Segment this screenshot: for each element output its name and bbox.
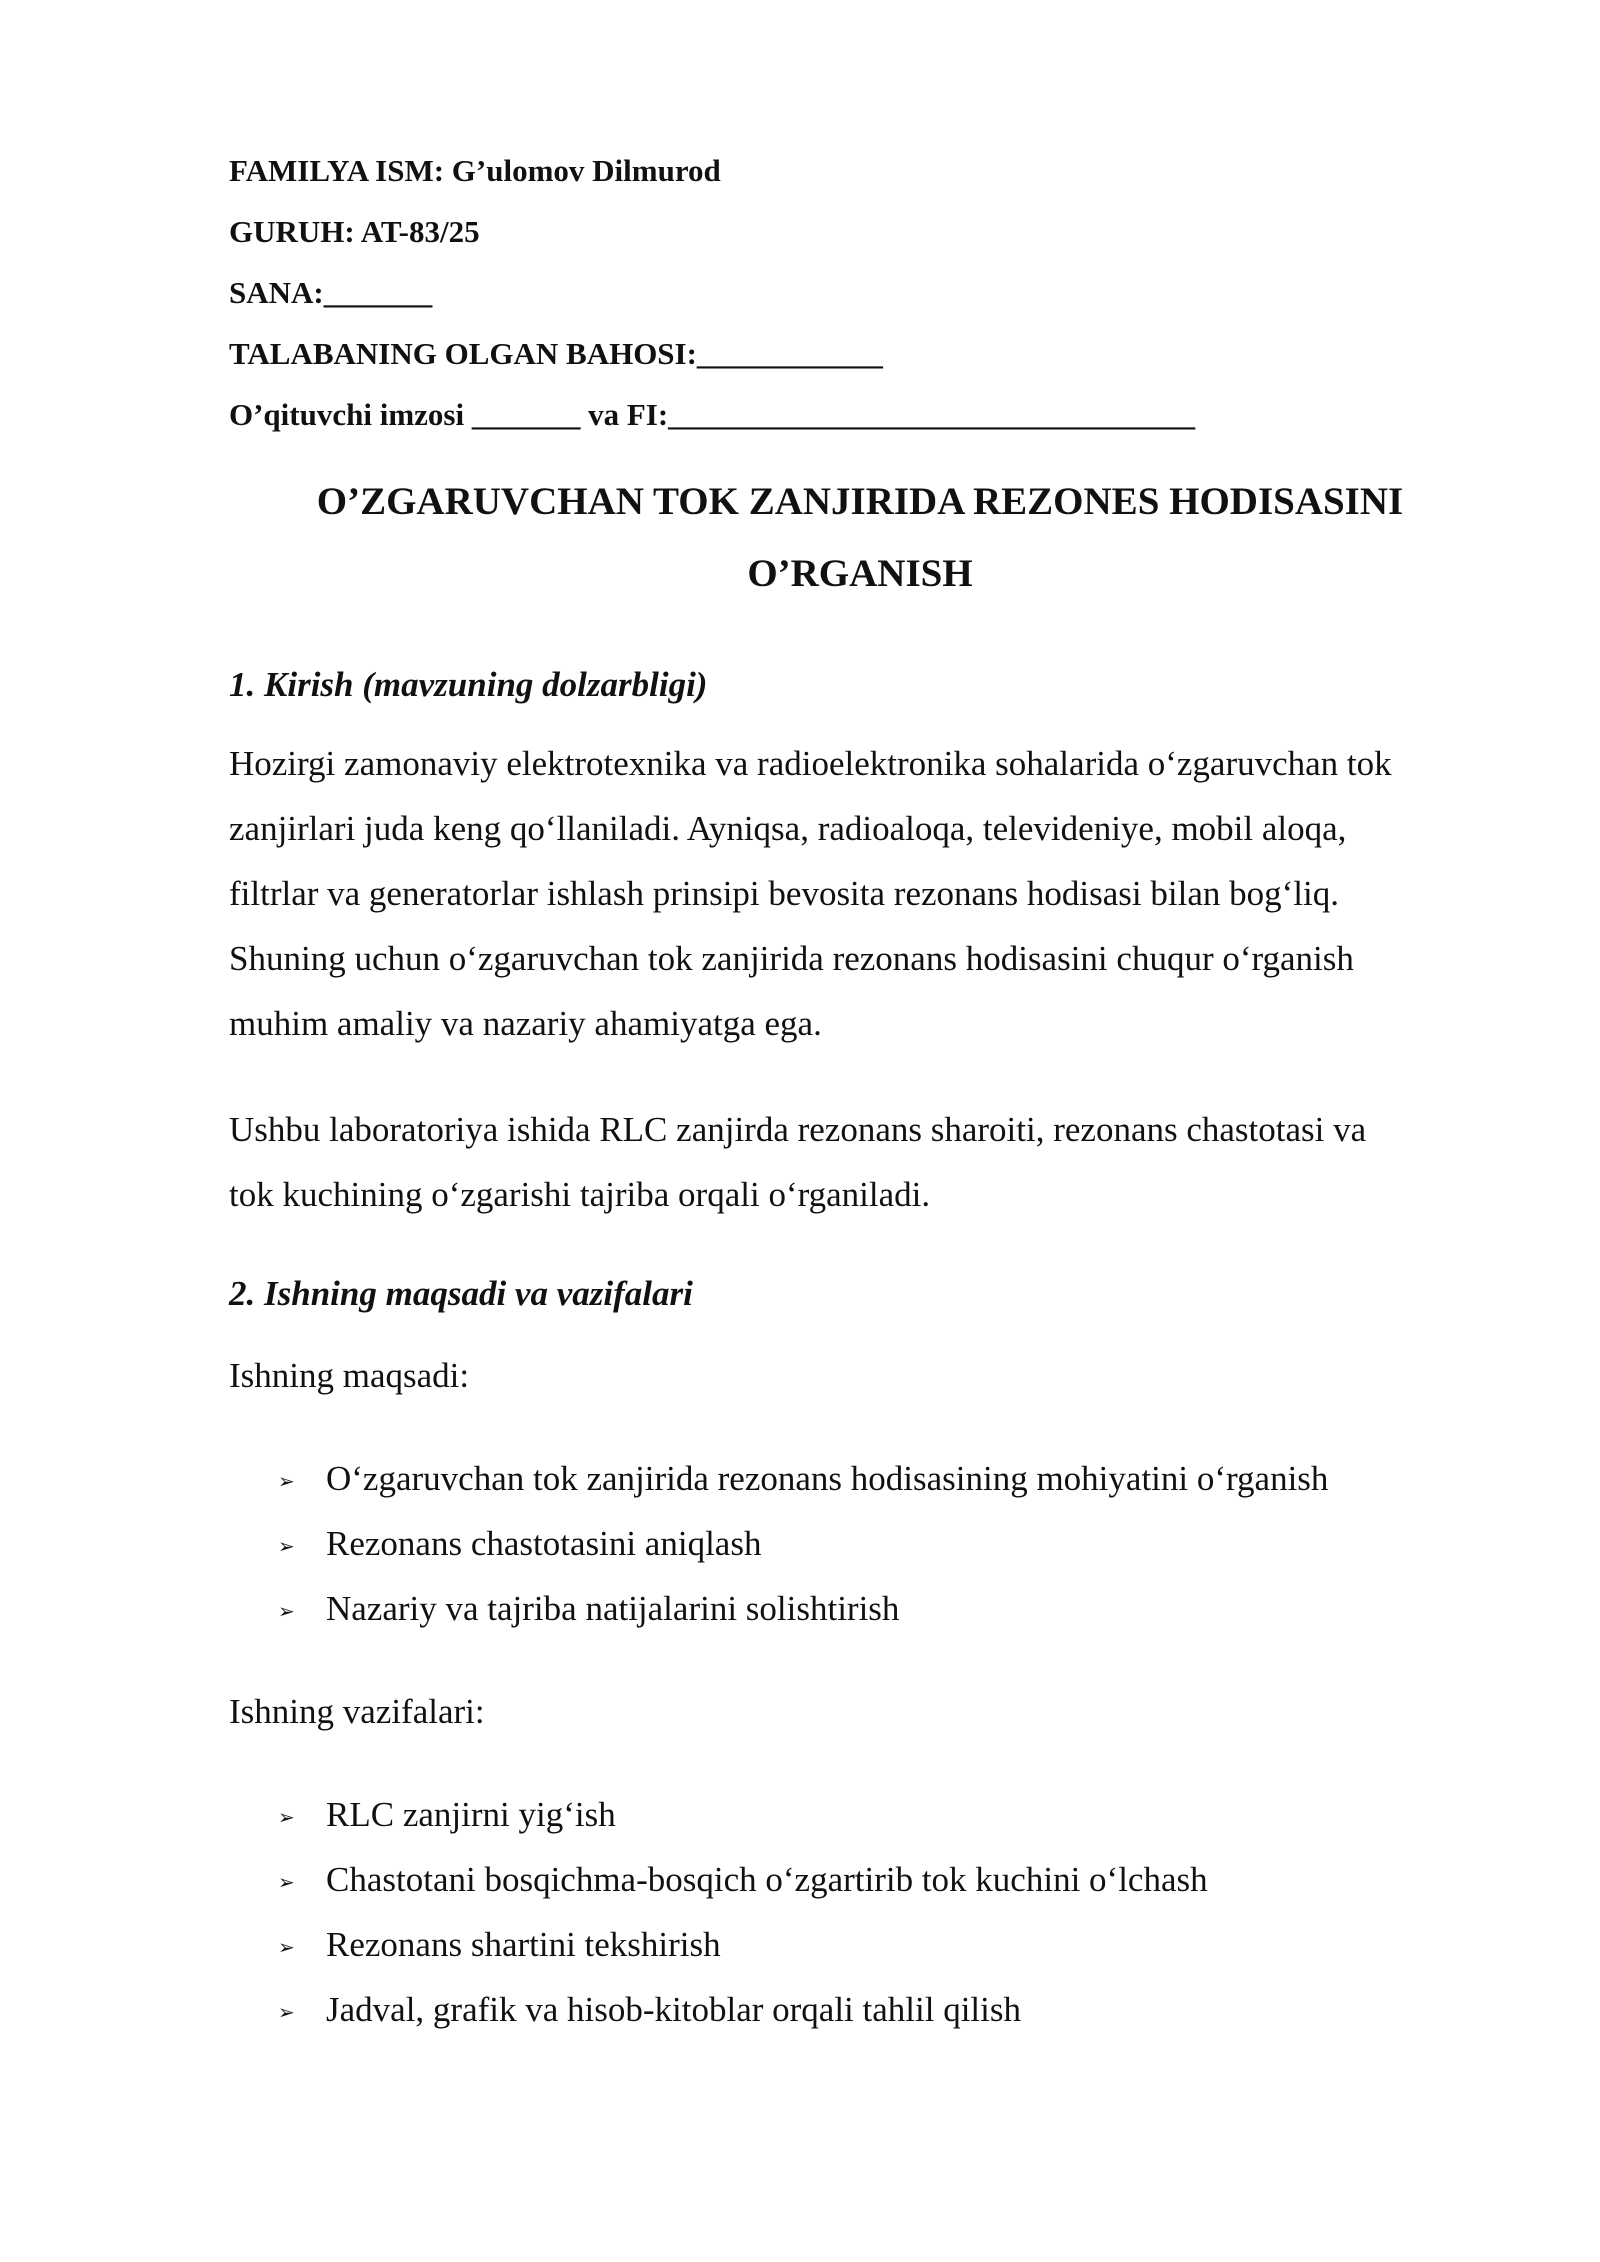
paragraph-line: Hozirgi zamonaviy elektrotexnika va radioelektronika sohalarida o‘zgaruvchan tok	[229, 744, 1392, 783]
section-2-heading: 2. Ishning maqsadi va vazifalari	[229, 1274, 693, 1313]
title-line-2: O’RGANISH	[747, 552, 973, 595]
list-item-text: Rezonans shartini tekshirish	[326, 1925, 721, 1964]
list-item-text: Jadval, grafik va hisob-kitoblar orqali tahlil qilish	[326, 1990, 1021, 2029]
arrowhead-bullet-icon: ➢	[278, 1534, 295, 1558]
list-item-text: Chastotani bosqichma-bosqich o‘zgartirib tok kuchini o‘lchash	[326, 1860, 1208, 1899]
paragraph-line: muhim amaliy va nazariy ahamiyatga ega.	[229, 1004, 822, 1043]
grade-line: TALABANING OLGAN BAHOSI:____________	[229, 336, 883, 371]
group-line: GURUH: AT-83/25	[229, 214, 480, 249]
arrowhead-bullet-icon: ➢	[278, 1870, 295, 1894]
list-item	[278, 1587, 900, 1631]
arrowhead-bullet-icon: ➢	[278, 2000, 295, 2024]
goals-label: Ishning maqsadi:	[229, 1356, 470, 1395]
list-item	[278, 1858, 1208, 1902]
arrowhead-bullet-icon: ➢	[278, 1469, 295, 1493]
tasks-label: Ishning vazifalari:	[229, 1692, 485, 1731]
paragraph-line: Ushbu laboratoriya ishida RLC zanjirda rezonans sharoiti, rezonans chastotasi va	[229, 1110, 1367, 1149]
intro-paragraph-1	[229, 731, 1489, 1056]
arrowhead-bullet-icon: ➢	[278, 1805, 295, 1829]
title-line-1: O’ZGARUVCHAN TOK ZANJIRIDA REZONES HODISASINI	[316, 480, 1404, 523]
list-item	[278, 1793, 616, 1837]
paragraph-line: Shuning uchun o‘zgaruvchan tok zanjirida rezonans hodisasini chuqur o‘rganish	[229, 939, 1354, 978]
list-item-text: Rezonans chastotasini aniqlash	[326, 1524, 762, 1563]
intro-paragraph-2	[229, 1097, 1489, 1227]
date-line: SANA:_______	[229, 275, 433, 310]
list-item	[278, 1457, 1329, 1501]
arrowhead-bullet-icon: ➢	[278, 1935, 295, 1959]
paragraph-line: filtrlar va generatorlar ishlash prinsipi bevosita rezonans hodisasi bilan bog‘liq.	[229, 874, 1339, 913]
section-1-heading: 1. Kirish (mavzuning dolzarbligi)	[229, 665, 708, 704]
teacher-signature-line: O’qituvchi imzosi _______ va FI:__________________________________	[229, 397, 1196, 432]
arrowhead-bullet-icon: ➢	[278, 1599, 295, 1623]
student-name-line: FAMILYA ISM: G’ulomov Dilmurod	[229, 153, 721, 188]
list-item	[278, 1522, 762, 1566]
list-item-text: O‘zgaruvchan tok zanjirida rezonans hodisasining mohiyatini o‘rganish	[326, 1459, 1329, 1498]
list-item	[278, 1988, 1021, 2032]
document-title	[130, 466, 1590, 610]
list-item-text: RLC zanjirni yig‘ish	[326, 1795, 616, 1834]
paragraph-line: zanjirlari juda keng qo‘llaniladi. Ayniqsa, radioaloqa, televideniye, mobil aloqa,	[229, 809, 1347, 848]
list-item-text: Nazariy va tajriba natijalarini solishtirish	[326, 1589, 900, 1628]
paragraph-line: tok kuchining o‘zgarishi tajriba orqali o‘rganiladi.	[229, 1175, 931, 1214]
list-item	[278, 1923, 721, 1967]
